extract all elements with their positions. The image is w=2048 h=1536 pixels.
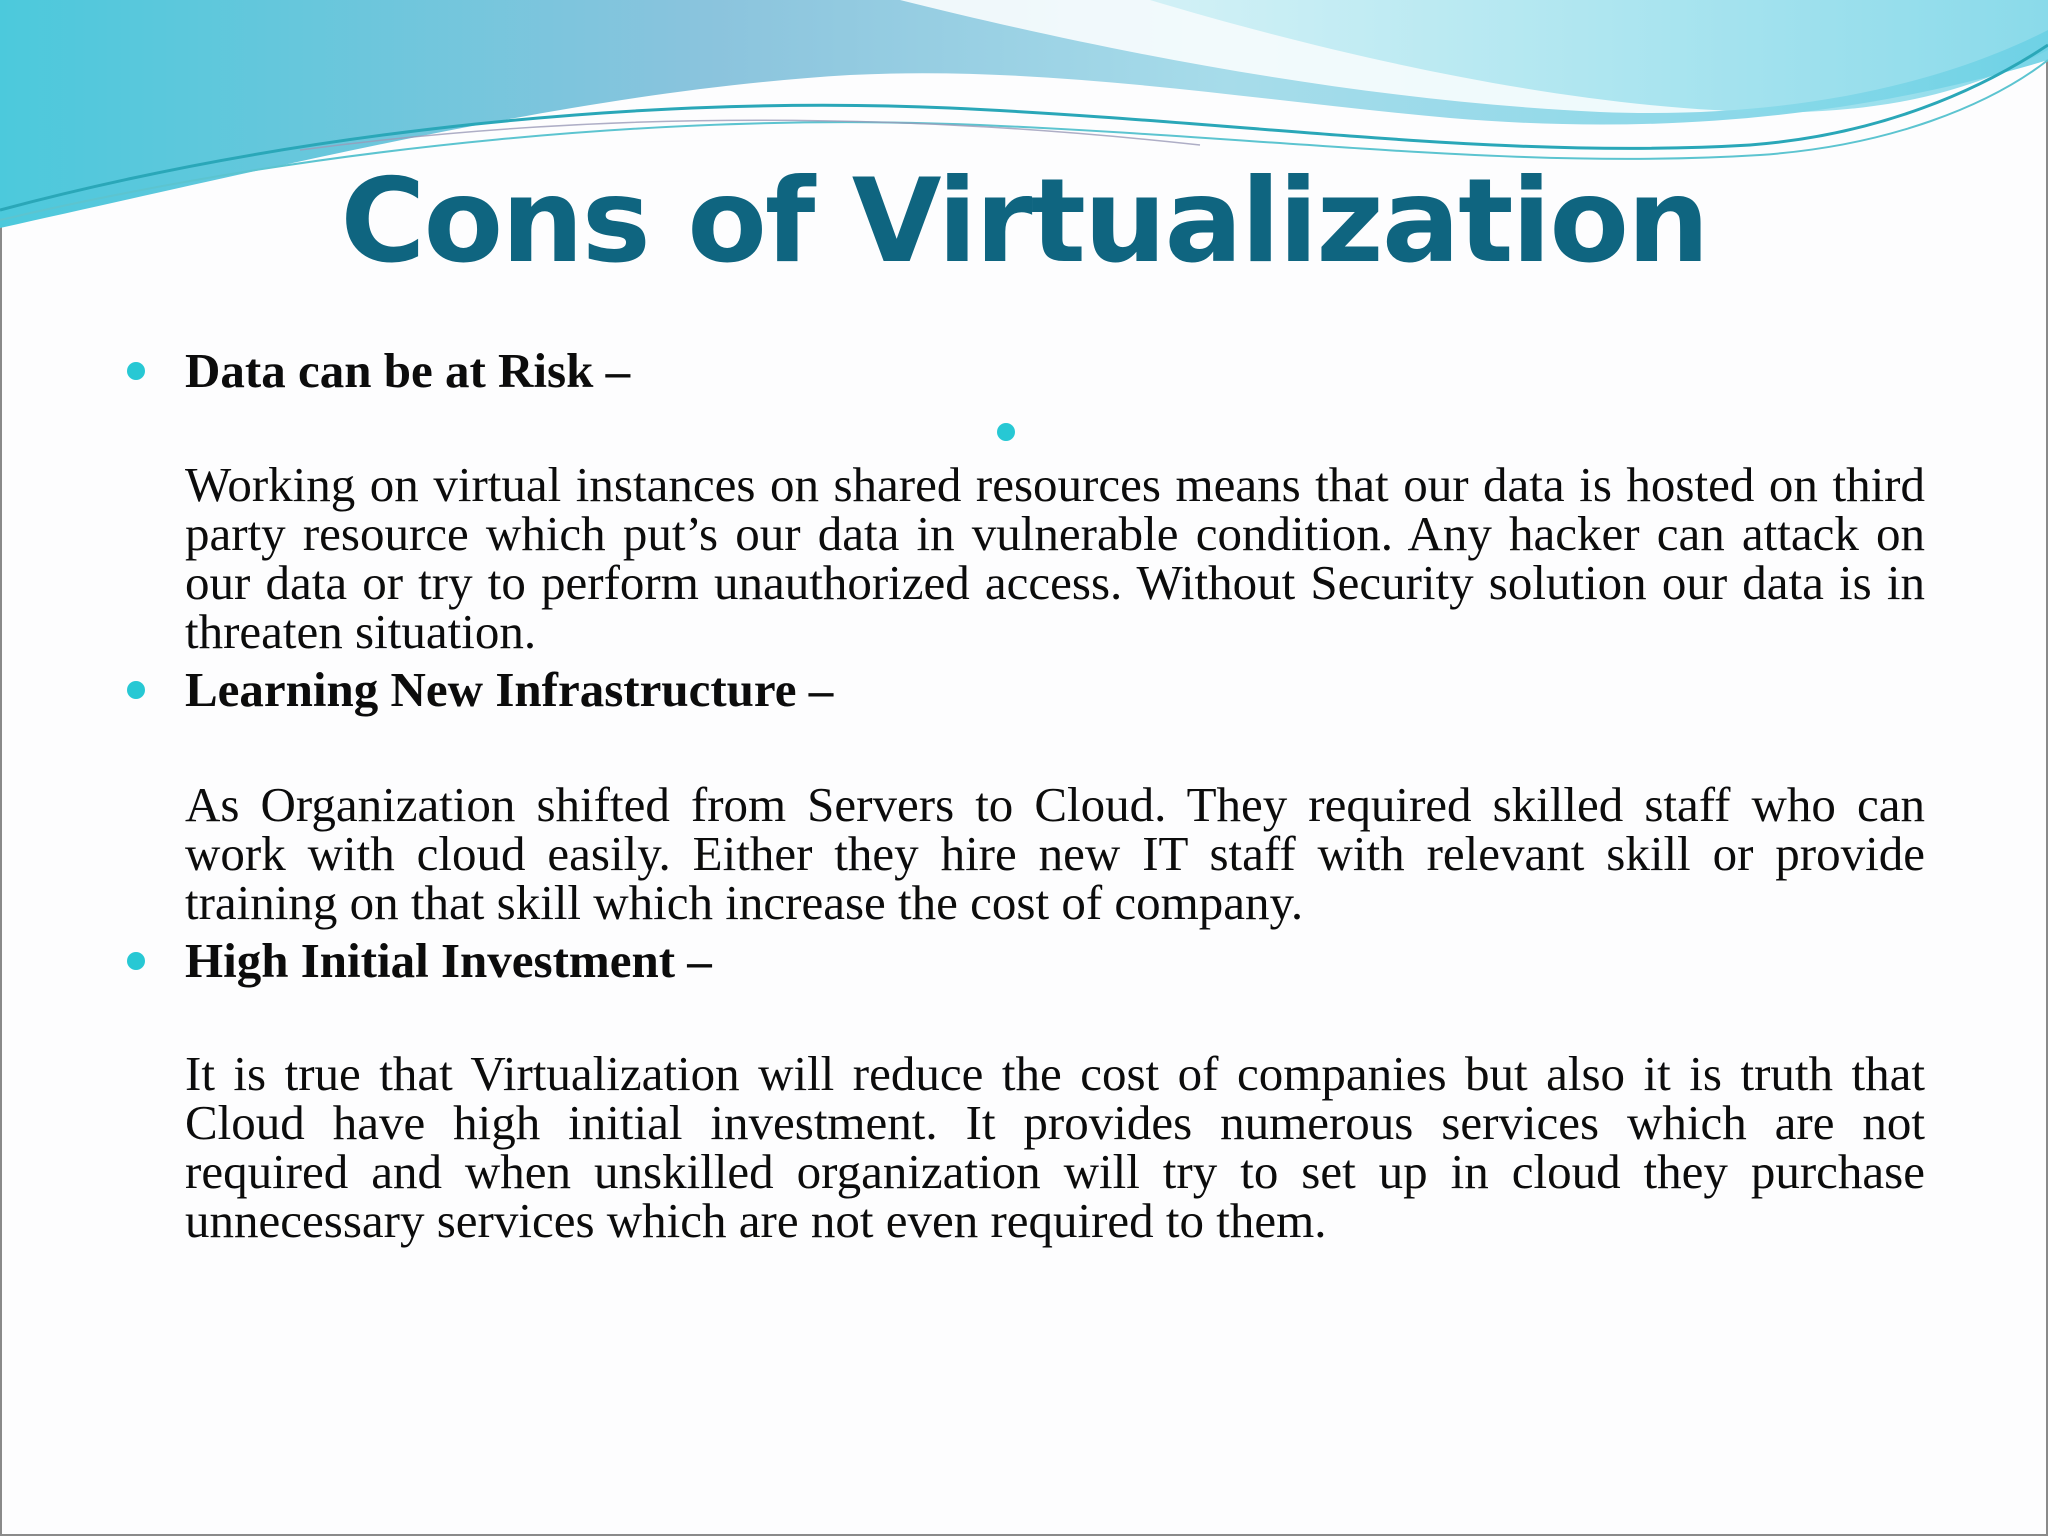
item-heading-data-risk: Data can be at Risk –: [185, 343, 631, 398]
item-text-learning-infrastructure: As Organization shifted from Servers to Cloud. They required skilled staff who can work with cloud easily. Either they hire new IT staff with relevant skill or provide training on that skill which increase the cost of company.: [185, 777, 1925, 930]
item-text-data-risk: Working on virtual instances on shared resources means that our data is hosted on third party resource which put’s our data in vulnerable condition. Any hacker can attack on our data or try to perform unauthorized access. Without Security solution our data is in threaten situation.: [185, 457, 1925, 659]
item-text-initial-investment: It is true that Virtualization will reduce the cost of companies but also it is truth that Cloud have high initial investment. It provides numerous services which are not required and when unskilled organization will try to set up in cloud they purchase unnecessary services which are not even required to them.: [185, 1046, 1925, 1248]
stray-bullet-dot: [997, 423, 1015, 441]
slide-title: Cons of Virtualization: [340, 154, 1708, 289]
item-heading-learning-infrastructure: Learning New Infrastructure –: [185, 662, 834, 717]
bullet-dot: [127, 362, 145, 380]
bullet-dot: [127, 952, 145, 970]
item-heading-initial-investment: High Initial Investment –: [185, 933, 712, 988]
bullet-dot: [127, 681, 145, 699]
